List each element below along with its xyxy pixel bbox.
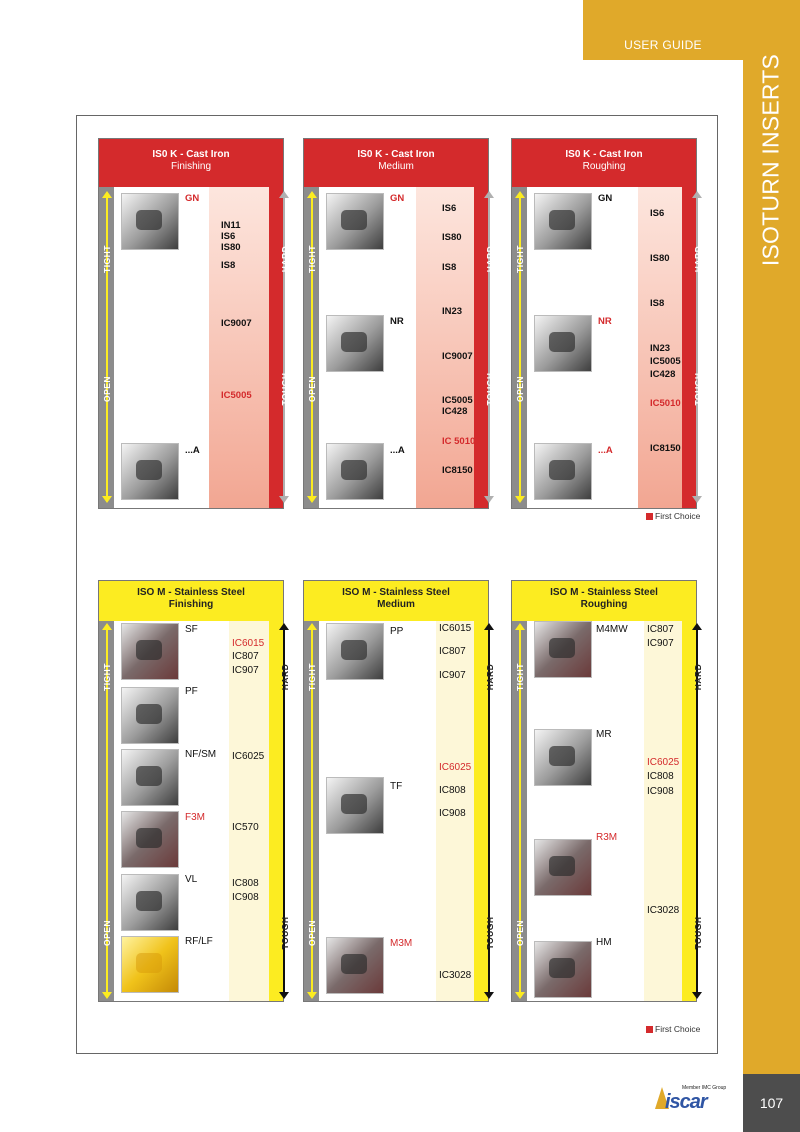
geometry-gn: GN	[185, 193, 200, 204]
grade-ic6015: IC6015	[439, 623, 472, 634]
hard-label: HARD	[280, 245, 290, 273]
hard-label: HARD	[280, 663, 290, 691]
hard-label: HARD	[485, 663, 495, 691]
user-guide-label: USER GUIDE	[624, 38, 702, 52]
geometry-pp: PP	[390, 626, 404, 637]
first-choice-label: First Choice	[655, 511, 701, 521]
geometry-r3m: R3M	[596, 832, 618, 843]
hard-tough-arrow-icon	[283, 197, 285, 497]
logo-brand-text: iscar	[665, 1091, 707, 1113]
insert-image-gn	[534, 193, 592, 250]
geometry-rf-lf: RF/LF	[185, 936, 213, 947]
panel-title: IS0 K - Cast Iron	[357, 149, 435, 160]
grade-ic807: IC807	[232, 651, 259, 662]
grade-ic5005: IC5005	[221, 390, 252, 401]
grade-ic3028: IC3028	[647, 905, 680, 916]
grade-in23: IN23	[442, 306, 463, 317]
open-label: OPEN	[307, 375, 317, 403]
panel-iso-m-roughing	[511, 580, 703, 1002]
insert-image-a	[326, 443, 384, 500]
section-title: ISOTURN INSERTS	[757, 53, 784, 267]
right-axis-bar	[474, 187, 488, 508]
panel-subtitle: Finishing	[168, 599, 214, 610]
panel-subtitle: Finishing	[170, 161, 212, 172]
right-axis-bar	[269, 187, 283, 508]
open-label: OPEN	[307, 919, 317, 947]
geometry-a: ...A	[185, 445, 200, 456]
grade-in23: IN23	[650, 343, 671, 354]
panel-title: ISO M - Stainless Steel	[342, 587, 450, 598]
grade-is6: IS6	[221, 231, 236, 242]
geometry-nr: NR	[390, 316, 404, 327]
grade-column	[209, 187, 269, 508]
tough-label: TOUGH	[280, 916, 290, 950]
page-number: 107	[743, 1074, 800, 1132]
geometry-mr: MR	[596, 729, 612, 740]
grade-ic808: IC808	[439, 785, 466, 796]
insert-image-a	[534, 443, 592, 500]
grade-is80: IS80	[442, 232, 462, 243]
grade-column	[644, 621, 684, 1001]
grade-ic5010: IC5010	[650, 398, 681, 409]
first-choice-legend-bottom	[646, 1024, 700, 1034]
panel-header	[99, 581, 283, 621]
insert-image-r3m	[534, 839, 592, 896]
insert-image-sf	[121, 623, 179, 680]
tight-open-arrow-icon	[106, 197, 108, 497]
tight-open-arrow-icon	[311, 197, 313, 497]
panel-header	[304, 139, 488, 187]
panel-title: ISO M - Stainless Steel	[137, 587, 245, 598]
insert-image-m3m	[326, 937, 384, 994]
geometry-pf: PF	[185, 686, 198, 697]
grade-ic570: IC570	[232, 822, 259, 833]
grade-ic5005: IC5005	[650, 356, 681, 367]
grade-is6: IS6	[650, 208, 665, 219]
first-choice-swatch-icon	[646, 513, 653, 520]
insert-image-mr	[534, 729, 592, 786]
grade-ic5010: IC 5010	[442, 436, 476, 447]
grade-ic807: IC807	[439, 646, 466, 657]
grade-column	[229, 621, 273, 1001]
grade-ic908: IC908	[232, 892, 259, 903]
right-axis-bar	[682, 187, 696, 508]
insert-image-pp	[326, 623, 384, 680]
grade-ic9007: IC9007	[442, 351, 473, 362]
grade-ic6025: IC6025	[439, 762, 472, 773]
grade-ic8150: IC8150	[650, 443, 681, 454]
grade-ic3028: IC3028	[439, 970, 472, 981]
grade-ic428: IC428	[650, 369, 676, 380]
geometry-tf: TF	[390, 781, 403, 792]
insert-image-pf	[121, 687, 179, 744]
geometry-m3m: M3M	[390, 938, 413, 949]
open-label: OPEN	[102, 919, 112, 947]
first-choice-swatch-icon	[646, 1026, 653, 1033]
insert-image-hm	[534, 941, 592, 998]
panel-title: ISO M - Stainless Steel	[550, 587, 658, 598]
grade-ic808: IC808	[647, 771, 674, 782]
grade-ic907: IC907	[232, 665, 259, 676]
tight-label: TIGHT	[515, 663, 525, 691]
hard-label: HARD	[485, 245, 495, 273]
geometry-vl: VL	[185, 874, 198, 885]
grade-ic907: IC907	[647, 638, 674, 649]
grade-is80: IS80	[221, 242, 241, 253]
tough-label: TOUGH	[485, 372, 495, 406]
geometry-nf-sm: NF/SM	[185, 749, 217, 760]
panel-header	[99, 139, 283, 187]
insert-image-gn	[326, 193, 384, 250]
insert-image-m4mw	[534, 621, 592, 678]
grade-ic8150: IC8150	[442, 465, 473, 476]
panel-iso-k-medium	[303, 138, 495, 509]
panel-title: IS0 K - Cast Iron	[152, 149, 230, 160]
grade-ic907: IC907	[439, 670, 466, 681]
grade-ic808: IC808	[232, 878, 259, 889]
grade-ic6025: IC6025	[232, 751, 265, 762]
grade-ic908: IC908	[439, 808, 466, 819]
tight-label: TIGHT	[515, 245, 525, 273]
grade-ic908: IC908	[647, 786, 674, 797]
insert-image-nr	[326, 315, 384, 372]
tight-label: TIGHT	[102, 245, 112, 273]
insert-image-tf	[326, 777, 384, 834]
panel-iso-k-finishing	[98, 138, 290, 509]
tough-label: TOUGH	[280, 372, 290, 406]
tight-label: TIGHT	[307, 663, 317, 691]
geometry-nr: NR	[598, 316, 612, 327]
panel-iso-k-roughing	[511, 138, 703, 509]
insert-image-vl	[121, 874, 179, 931]
geometry-f3m: F3M	[185, 812, 205, 823]
insert-image-a	[121, 443, 179, 500]
geometry-sf: SF	[185, 624, 198, 635]
panel-subtitle: Medium	[378, 161, 414, 172]
panel-subtitle: Roughing	[582, 161, 626, 172]
first-choice-label: First Choice	[655, 1024, 701, 1034]
grade-ic9007: IC9007	[221, 318, 252, 329]
geometry-a: ...A	[598, 445, 613, 456]
grade-ic6015: IC6015	[232, 638, 265, 649]
open-label: OPEN	[515, 919, 525, 947]
tight-label: TIGHT	[307, 245, 317, 273]
grade-is8: IS8	[650, 298, 665, 309]
hard-tough-arrow-icon	[488, 197, 490, 497]
geometry-a: ...A	[390, 445, 405, 456]
tough-label: TOUGH	[485, 916, 495, 950]
geometry-gn: GN	[390, 193, 405, 204]
tough-label: TOUGH	[693, 916, 703, 950]
hard-tough-arrow-icon	[696, 197, 698, 497]
grade-ic6025: IC6025	[647, 757, 680, 768]
panel-header	[512, 581, 696, 621]
geometry-gn: GN	[598, 193, 613, 204]
panel-iso-m-finishing	[98, 580, 290, 1002]
grade-is8: IS8	[442, 262, 457, 273]
hard-label: HARD	[693, 663, 703, 691]
user-guide-tab	[583, 0, 743, 60]
open-label: OPEN	[515, 375, 525, 403]
grade-in11: IN11	[221, 220, 241, 231]
tough-label: TOUGH	[693, 372, 703, 406]
hard-label: HARD	[693, 245, 703, 273]
grade-ic807: IC807	[647, 624, 674, 635]
panel-header	[512, 139, 696, 187]
panel-iso-m-medium	[303, 580, 495, 1002]
open-label: OPEN	[102, 375, 112, 403]
grade-is6: IS6	[442, 203, 457, 214]
insert-image-gn	[121, 193, 179, 250]
insert-image-nr	[534, 315, 592, 372]
panel-subtitle: Roughing	[580, 599, 628, 610]
geometry-hm: HM	[596, 937, 612, 948]
first-choice-legend-top	[646, 511, 700, 521]
grade-ic5005: IC5005	[442, 395, 473, 406]
grade-is8: IS8	[221, 260, 236, 271]
insert-image-rf-lf	[121, 936, 179, 993]
tight-open-arrow-icon	[519, 197, 521, 497]
insert-image-f3m	[121, 811, 179, 868]
panel-title: IS0 K - Cast Iron	[565, 149, 643, 160]
panel-subtitle: Medium	[377, 599, 415, 610]
insert-image-nf-sm	[121, 749, 179, 806]
geometry-m4mw: M4MW	[596, 624, 628, 635]
panel-header	[304, 581, 488, 621]
logo-member-text: Member IMC Group	[682, 1085, 727, 1091]
tight-label: TIGHT	[102, 663, 112, 691]
grade-ic428: IC428	[442, 406, 468, 417]
grade-is80: IS80	[650, 253, 670, 264]
iscar-logo	[655, 1085, 725, 1113]
